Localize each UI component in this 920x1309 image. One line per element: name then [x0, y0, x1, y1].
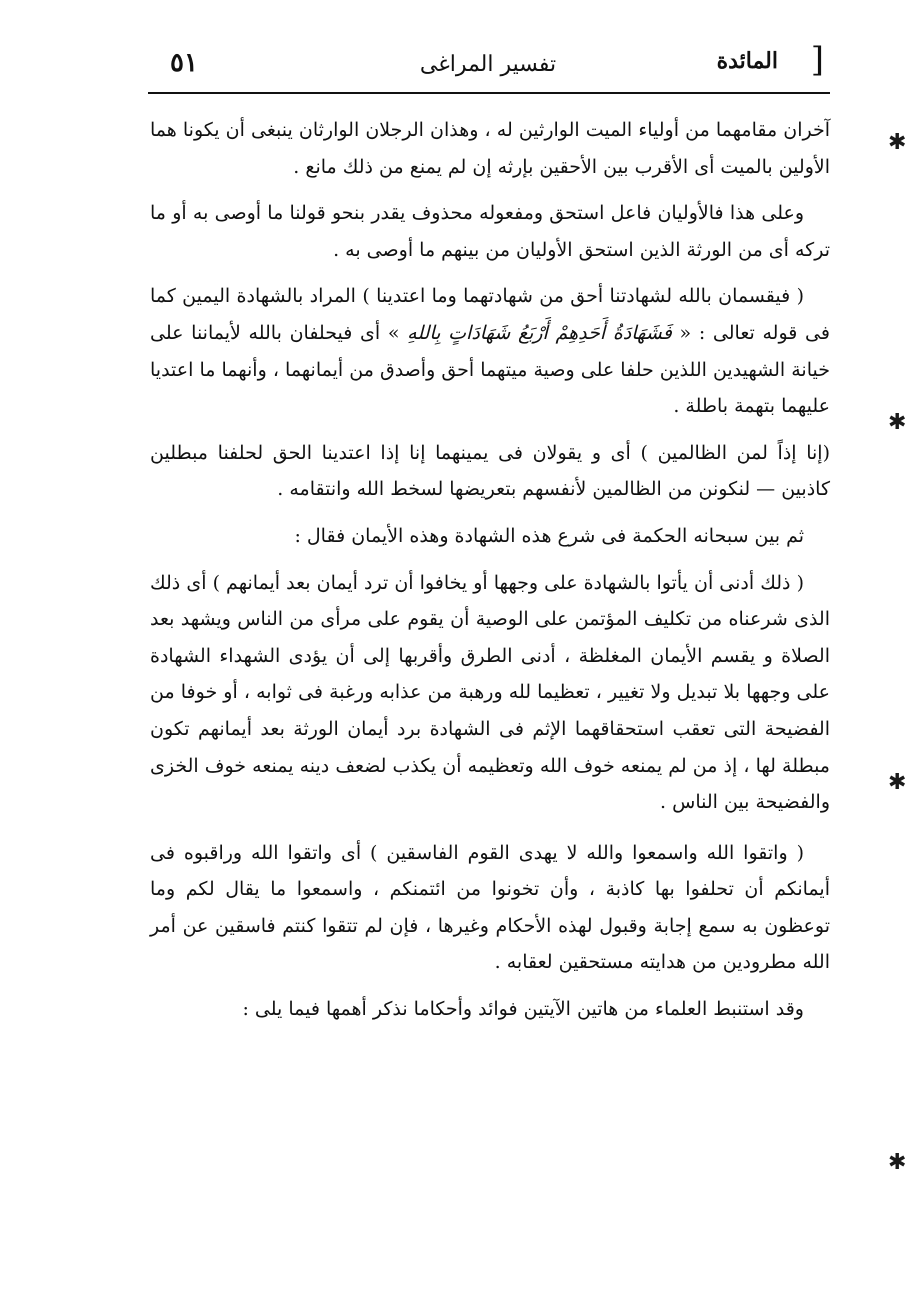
header-bracket: ]	[810, 40, 824, 80]
margin-mark-icon: ✱	[888, 1150, 907, 1175]
paragraph-1: آخران مقامهما من أولياء الميت الوارثين له ، وهذان الرجلان الوارثان ينبغى أن يكونا هما الأولين بالميت أى الأقرب بين الأحقين بإرثه إن لم يمنع من ذلك مانع .	[150, 119, 830, 178]
paragraph-3-tail: » أى فيحلفان بالله لأيماننا على خيانة الشهيدين اللذين حلفا على وصية ميتهما أحق وأصدق من أيمانهما ، وأنهما ما اعتديا عليهما بتهمة باطلة .	[150, 321, 830, 418]
margin-mark-icon: ✱	[888, 410, 907, 435]
margin-mark-icon: ✱	[888, 770, 907, 795]
quran-verse-quote: فَشَهَادَةُ أَحَدِهِمْ أَرْبَعُ شَهَادَاتٍ بِاللهِ	[407, 321, 672, 344]
paragraph-3	[150, 278, 830, 424]
paragraph-2: وعلى هذا فالأوليان فاعل استحق ومفعوله محذوف يقدر بنحو قولنا ما أوصى به أو ما تركه أى من الورثة الذين استحق الأوليان من بينهم ما أوصى به .	[150, 202, 830, 261]
book-title: تفسير المراغى	[419, 52, 557, 77]
tafsir-body	[150, 112, 830, 1038]
paragraph-8: وقد استنبط العلماء من هاتين الآيتين فوائد وأحكاما نذكر أهمها فيما يلى :	[242, 998, 804, 1021]
surah-name: المائدة	[716, 48, 778, 74]
paragraph-6: ( ذلك أدنى أن يأتوا بالشهادة على وجهها أو يخافوا أن ترد أيمان بعد أيمانهم ) أى ذلك الذى شرعناه من تكليف المؤتمن على الوصية أن يقوم على مرأى من الناس ويشهد بعد الصلاة و يقسم الأيمان المغلظة ، أدنى الطرق وأقربها إلى أن يؤدى الشهداء الشهادة على وجهها بلا تبديل ولا تغيير ، تعظيما لله ورهبة من عذابه ورغبة فى ثوابه ، أو خوفا من الفضيحة التى تعقب استحقاقهما الإثم فى الشهادة برد أيمان الورثة بعد أيمانهم تكون مبطلة لها ، إذ من لم يمنعه خوف الله وتعظيمه أن يكذب لضعف دينه يمنعه خوف الخزى والفضيحة بين الناس .	[150, 571, 830, 814]
paragraph-7: ( واتقوا الله واسمعوا والله لا يهدى القوم الفاسقين ) أى واتقوا الله وراقبوه فى أيمانكم أن تحلفوا بها كاذبة ، وأن تخونوا من ائتمنكم ، واسمعوا ما يقال لكم وما توعظون به سمع إجابة وقبول لهذه الأحكام وغيرها ، فإن لم تتقوا كنتم فاسقين عن أمر الله مطرودين من هدايته مستحقين لعقابه .	[150, 841, 830, 974]
page-number: ٥١	[170, 48, 198, 78]
paragraph-3-lead: ( فيقسمان بالله لشهادتنا أحق من شهادتهما وما اعتدينا ) المراد بالشهادة اليمين كما فى قوله تعالى : «	[150, 285, 830, 344]
paragraph-5: ثم بين سبحانه الحكمة فى شرع هذه الشهادة وهذه الأيمان فقال :	[294, 524, 804, 547]
margin-mark-icon: ✱	[888, 130, 907, 155]
page-header	[148, 40, 828, 90]
paragraph-4: (إنا إذاً لمن الظالمين ) أى و يقولان فى يمينهما إنا إذا اعتدينا الحق لحلفنا مبطلين كاذبين — لنكونن من الظالمين لأنفسهم بتعريضها لسخط الله وانتقامه .	[150, 441, 830, 501]
header-divider	[148, 92, 830, 94]
